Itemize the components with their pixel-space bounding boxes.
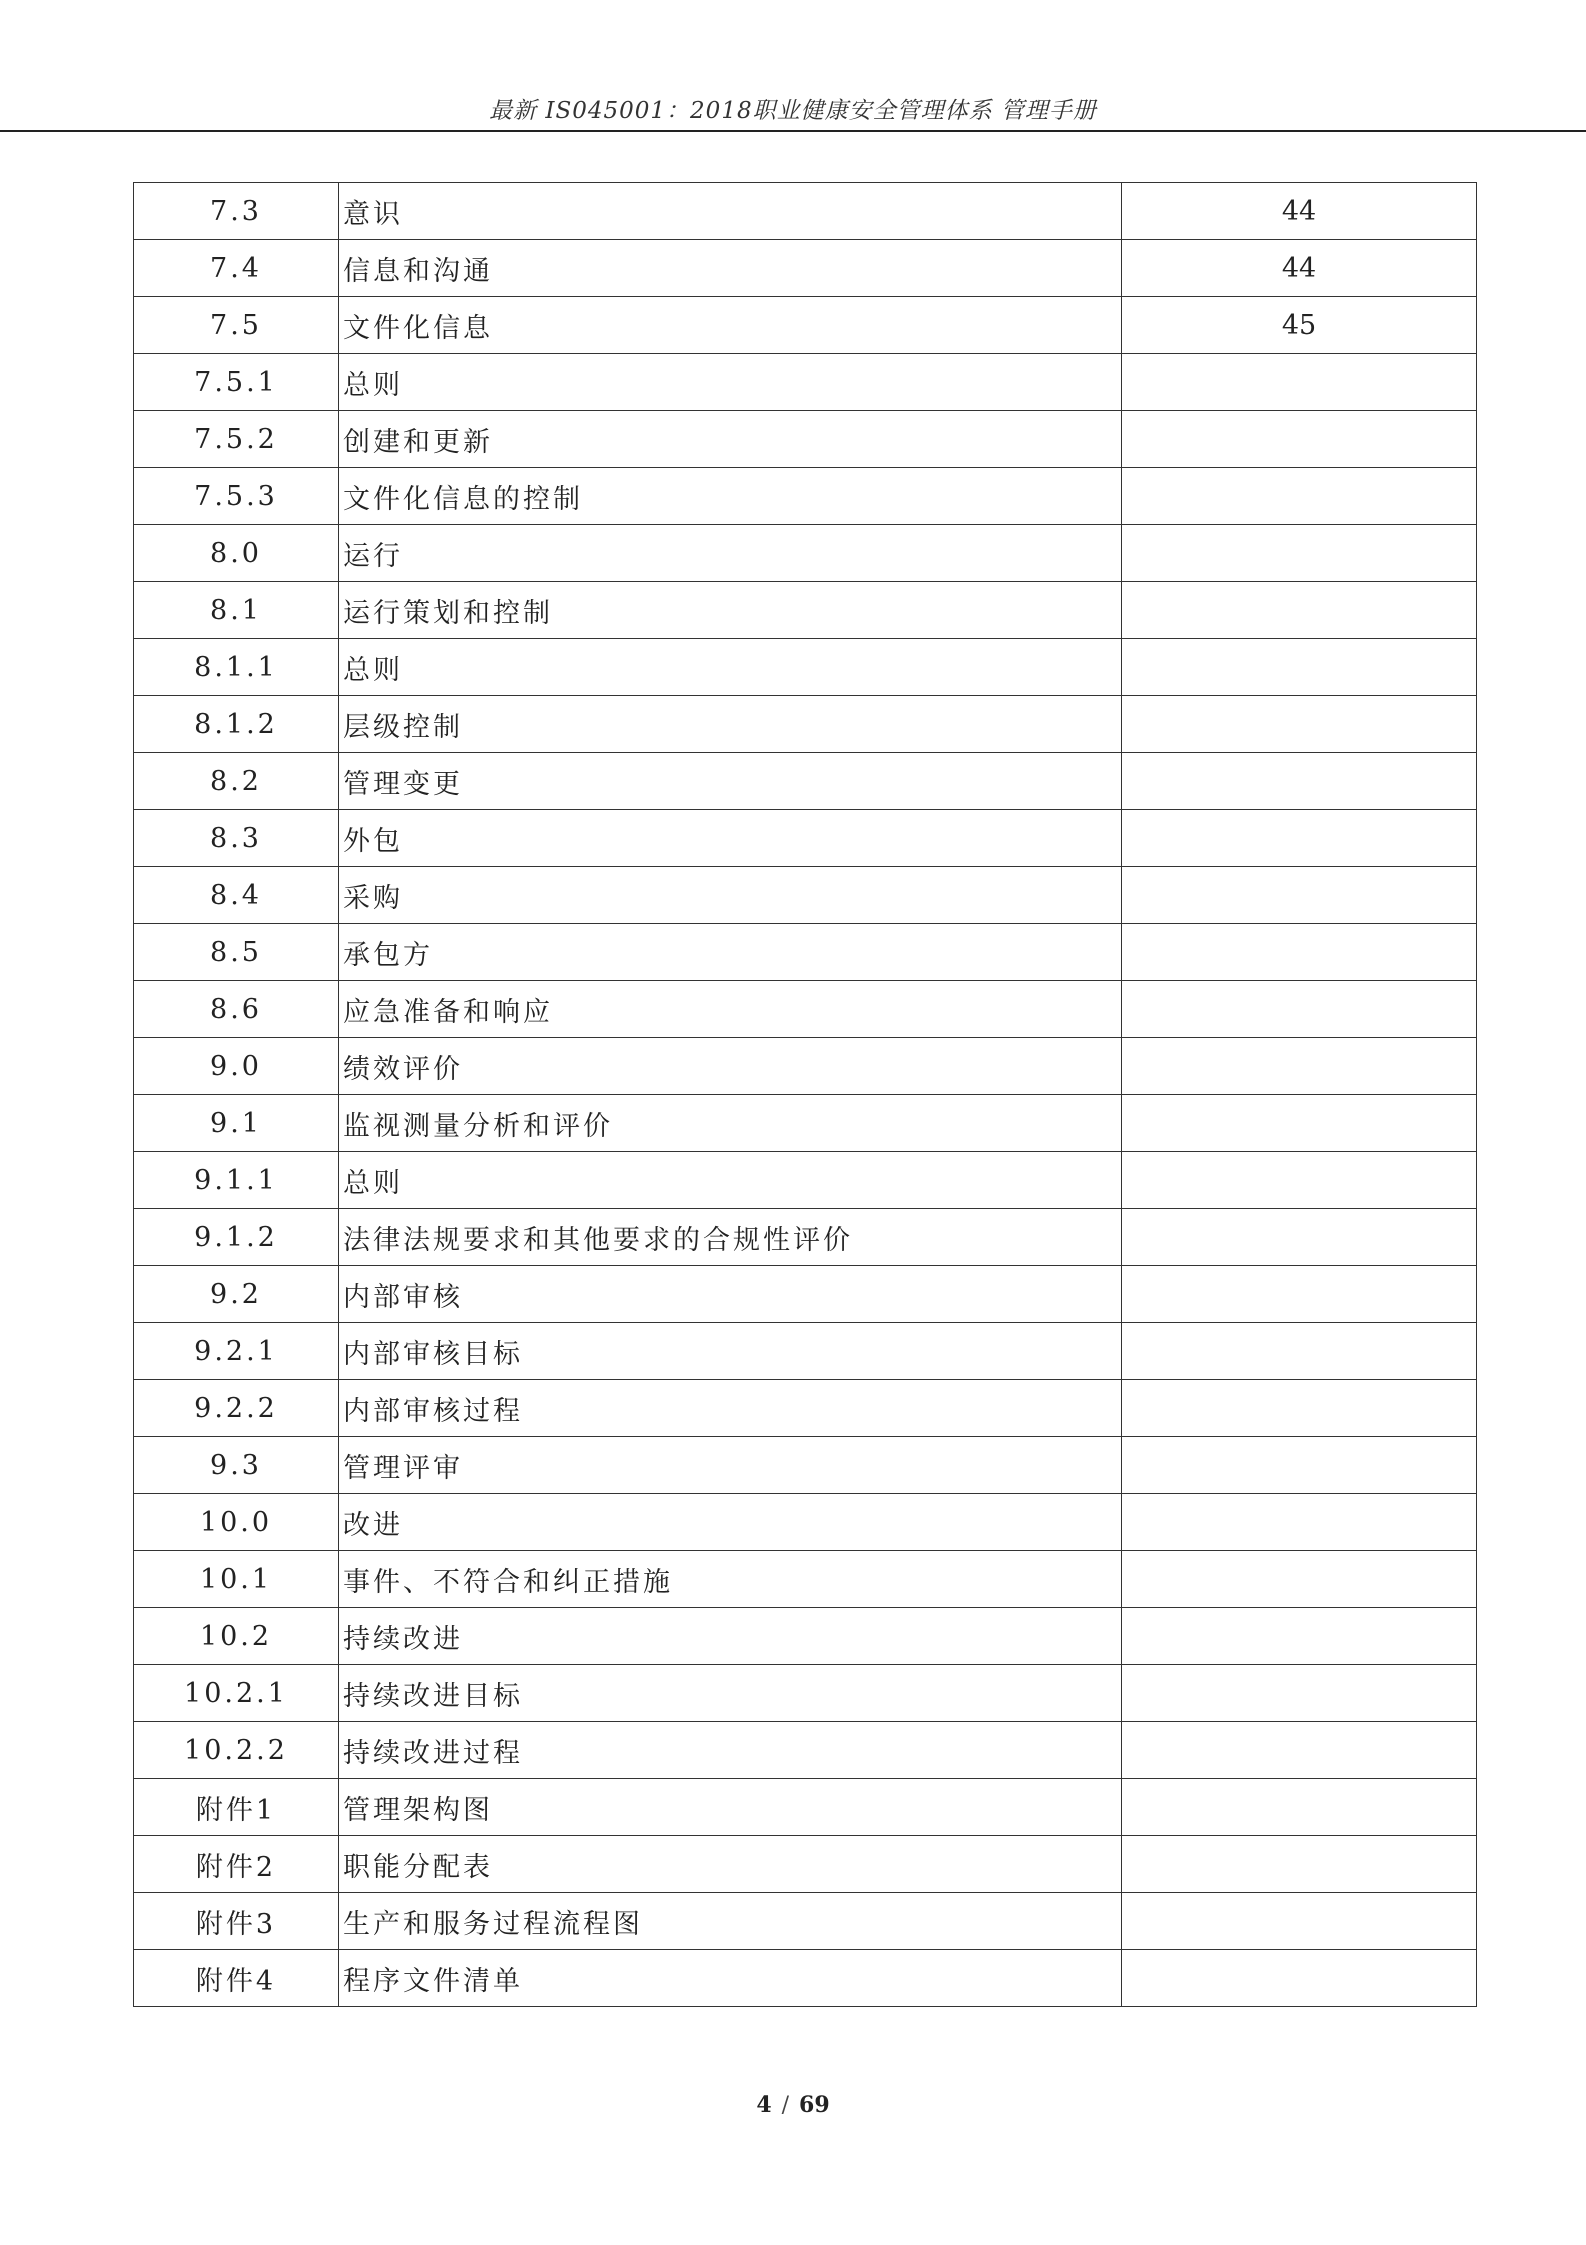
toc-row <box>134 1095 1477 1152</box>
toc-page-number <box>1122 1209 1477 1266</box>
toc-section-title: 总则 <box>339 354 1122 411</box>
page-footer <box>0 2092 1586 2118</box>
toc-row <box>134 297 1477 354</box>
toc-section-number: 10.1 <box>134 1551 339 1608</box>
header-title: 最新 IS045001：2018职业健康安全管理体系 管理手册 <box>489 98 1097 124</box>
toc-row <box>134 924 1477 981</box>
toc-section-number: 8.1 <box>134 582 339 639</box>
toc-section-number: 8.1.1 <box>134 639 339 696</box>
toc-row <box>134 1893 1477 1950</box>
toc-page-number: 45 <box>1122 297 1477 354</box>
toc-page-number <box>1122 1095 1477 1152</box>
toc-row <box>134 639 1477 696</box>
toc-section-number: 8.4 <box>134 867 339 924</box>
toc-section-title: 文件化信息 <box>339 297 1122 354</box>
toc-row <box>134 981 1477 1038</box>
toc-section-title: 改进 <box>339 1494 1122 1551</box>
toc-section-title: 内部审核 <box>339 1266 1122 1323</box>
toc-section-title: 层级控制 <box>339 696 1122 753</box>
toc-section-title: 内部审核目标 <box>339 1323 1122 1380</box>
toc-section-title: 生产和服务过程流程图 <box>339 1893 1122 1950</box>
toc-row <box>134 1152 1477 1209</box>
toc-section-title: 管理架构图 <box>339 1779 1122 1836</box>
toc-section-number: 10.0 <box>134 1494 339 1551</box>
page-number-separator: / <box>781 2093 790 2118</box>
toc-section-title: 外包 <box>339 810 1122 867</box>
toc-page-number <box>1122 1494 1477 1551</box>
page-number-total: 69 <box>799 2092 830 2118</box>
toc-section-number: 8.2 <box>134 753 339 810</box>
toc-section-number: 附件1 <box>134 1779 339 1836</box>
toc-section-number: 10.2.2 <box>134 1722 339 1779</box>
toc-row <box>134 1209 1477 1266</box>
toc-page-number <box>1122 867 1477 924</box>
toc-section-number: 附件2 <box>134 1836 339 1893</box>
toc-page-number <box>1122 810 1477 867</box>
toc-page-number <box>1122 1323 1477 1380</box>
toc-section-number: 9.1 <box>134 1095 339 1152</box>
toc-row <box>134 1437 1477 1494</box>
toc-section-number: 9.0 <box>134 1038 339 1095</box>
toc-row <box>134 1950 1477 2007</box>
page-number-current: 4 <box>756 2092 772 2118</box>
toc-section-title: 管理评审 <box>339 1437 1122 1494</box>
toc-page-number <box>1122 1950 1477 2007</box>
toc-section-title: 承包方 <box>339 924 1122 981</box>
toc-row <box>134 1722 1477 1779</box>
toc-section-number: 9.2 <box>134 1266 339 1323</box>
toc-section-number: 8.6 <box>134 981 339 1038</box>
toc-section-number: 9.2.1 <box>134 1323 339 1380</box>
toc-section-number: 7.5.3 <box>134 468 339 525</box>
toc-section-number: 7.5 <box>134 297 339 354</box>
toc-section-title: 监视测量分析和评价 <box>339 1095 1122 1152</box>
toc-page-number <box>1122 753 1477 810</box>
toc-section-title: 程序文件清单 <box>339 1950 1122 2007</box>
toc-section-number: 8.1.2 <box>134 696 339 753</box>
toc-page-number <box>1122 696 1477 753</box>
toc-section-number: 10.2 <box>134 1608 339 1665</box>
toc-page-number <box>1122 924 1477 981</box>
toc-page-number <box>1122 1038 1477 1095</box>
toc-section-title: 职能分配表 <box>339 1836 1122 1893</box>
toc-page-number <box>1122 468 1477 525</box>
toc-section-number: 附件4 <box>134 1950 339 2007</box>
toc-section-title: 持续改进目标 <box>339 1665 1122 1722</box>
toc-row <box>134 810 1477 867</box>
toc-row <box>134 1551 1477 1608</box>
toc-row <box>134 1608 1477 1665</box>
page-header <box>0 92 1586 132</box>
toc-row <box>134 1494 1477 1551</box>
toc-row <box>134 1779 1477 1836</box>
toc-section-title: 内部审核过程 <box>339 1380 1122 1437</box>
toc-page-number <box>1122 525 1477 582</box>
toc-page-number <box>1122 1722 1477 1779</box>
toc-page-number <box>1122 1893 1477 1950</box>
toc-page-number <box>1122 1665 1477 1722</box>
toc-section-number: 7.3 <box>134 183 339 240</box>
toc-row <box>134 468 1477 525</box>
toc-section-title: 创建和更新 <box>339 411 1122 468</box>
toc-page-number <box>1122 354 1477 411</box>
toc-section-title: 运行 <box>339 525 1122 582</box>
toc-page-number <box>1122 639 1477 696</box>
toc-row <box>134 240 1477 297</box>
toc-row <box>134 1266 1477 1323</box>
toc-row <box>134 696 1477 753</box>
toc-page-number <box>1122 1836 1477 1893</box>
toc-row <box>134 525 1477 582</box>
toc-section-number: 8.3 <box>134 810 339 867</box>
toc-section-title: 法律法规要求和其他要求的合规性评价 <box>339 1209 1122 1266</box>
toc-page-number <box>1122 1779 1477 1836</box>
toc-row <box>134 183 1477 240</box>
toc-page-number <box>1122 411 1477 468</box>
toc-section-number: 10.2.1 <box>134 1665 339 1722</box>
toc-section-title: 持续改进 <box>339 1608 1122 1665</box>
toc-page-number <box>1122 1551 1477 1608</box>
toc-table <box>133 182 1477 2007</box>
toc-page-number <box>1122 981 1477 1038</box>
toc-section-title: 总则 <box>339 1152 1122 1209</box>
toc-section-title: 应急准备和响应 <box>339 981 1122 1038</box>
toc-section-number: 7.5.2 <box>134 411 339 468</box>
toc-row <box>134 582 1477 639</box>
toc-section-number: 8.0 <box>134 525 339 582</box>
toc-page-number <box>1122 1152 1477 1209</box>
toc-page-number <box>1122 582 1477 639</box>
toc-page-number <box>1122 1437 1477 1494</box>
toc-row <box>134 1380 1477 1437</box>
toc-section-title: 运行策划和控制 <box>339 582 1122 639</box>
toc-page-number: 44 <box>1122 183 1477 240</box>
toc-page-number <box>1122 1608 1477 1665</box>
toc-section-title: 绩效评价 <box>339 1038 1122 1095</box>
toc-row <box>134 1323 1477 1380</box>
toc-section-title: 总则 <box>339 639 1122 696</box>
toc-section-number: 附件3 <box>134 1893 339 1950</box>
toc-section-number: 7.4 <box>134 240 339 297</box>
toc-page-number <box>1122 1380 1477 1437</box>
toc-row <box>134 1038 1477 1095</box>
toc-section-title: 管理变更 <box>339 753 1122 810</box>
toc-row <box>134 411 1477 468</box>
toc-row <box>134 867 1477 924</box>
toc-row <box>134 354 1477 411</box>
toc-section-number: 7.5.1 <box>134 354 339 411</box>
toc-page-number: 44 <box>1122 240 1477 297</box>
toc-row <box>134 1665 1477 1722</box>
toc-section-number: 9.1.2 <box>134 1209 339 1266</box>
toc-section-title: 文件化信息的控制 <box>339 468 1122 525</box>
toc-row <box>134 753 1477 810</box>
toc-section-number: 9.2.2 <box>134 1380 339 1437</box>
toc-section-title: 意识 <box>339 183 1122 240</box>
toc-section-number: 8.5 <box>134 924 339 981</box>
toc-section-title: 事件、不符合和纠正措施 <box>339 1551 1122 1608</box>
toc-section-number: 9.3 <box>134 1437 339 1494</box>
toc-body <box>134 183 1477 2007</box>
toc-section-number: 9.1.1 <box>134 1152 339 1209</box>
toc-section-title: 持续改进过程 <box>339 1722 1122 1779</box>
toc-section-title: 信息和沟通 <box>339 240 1122 297</box>
toc-page-number <box>1122 1266 1477 1323</box>
toc-row <box>134 1836 1477 1893</box>
toc-section-title: 采购 <box>339 867 1122 924</box>
